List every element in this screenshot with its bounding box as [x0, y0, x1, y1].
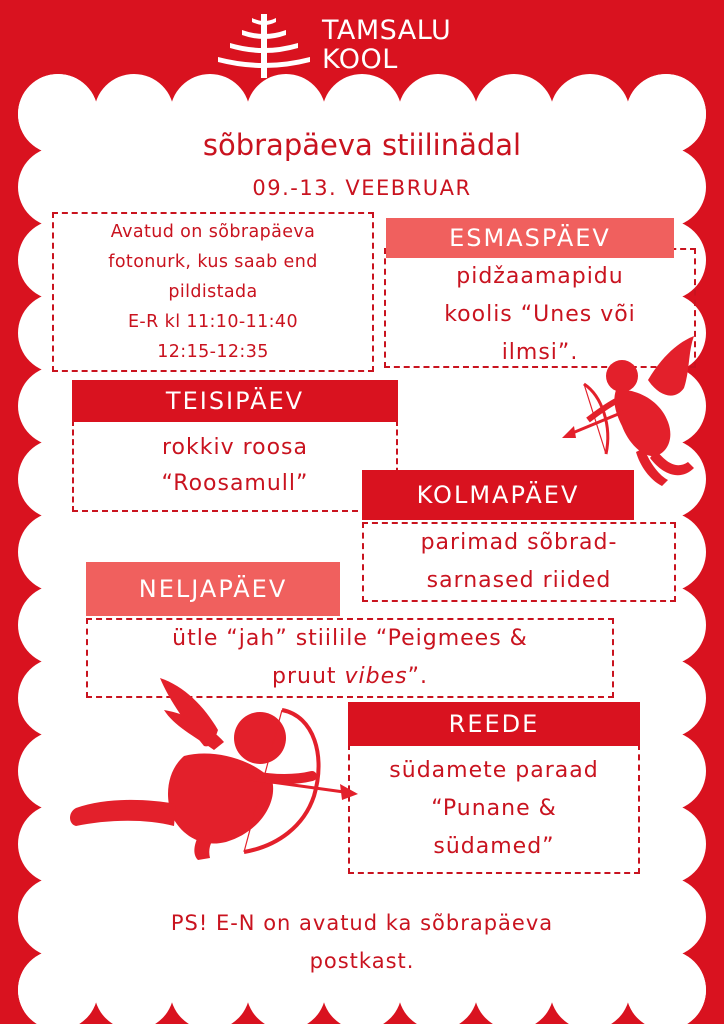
wednesday-box: [362, 522, 676, 602]
info-line: fotonurk, kus saab end: [108, 252, 318, 272]
monday-label: ESMASPÄEV: [386, 218, 674, 258]
school-name-line2: KOOL: [322, 44, 398, 75]
info-line: pildistada: [168, 282, 258, 302]
thursday-label: NELJAPÄEV: [86, 562, 340, 616]
page-title: sõbrapäeva stiilinädal: [202, 128, 522, 162]
footer-line: PS! E-N on avatud ka sõbrapäeva: [170, 911, 554, 935]
school-logo: [214, 12, 494, 82]
school-name-line1: TAMSALU: [322, 15, 452, 46]
tree-logo-icon: [214, 12, 314, 82]
thursday-line: ütle “jah” stiilile “Peigmees &: [172, 626, 528, 651]
info-line: 12:15-12:35: [157, 342, 269, 362]
monday-line: pidžaamapidu: [456, 264, 624, 289]
wednesday-line: sarnased riided: [426, 568, 612, 593]
monday-line: ilmsi”.: [501, 340, 579, 365]
tuesday-box: [72, 420, 398, 512]
footer-note: [0, 904, 724, 980]
info-line: Avatud on sõbrapäeva: [110, 222, 316, 242]
tuesday-line: rokkiv roosa: [161, 435, 309, 460]
friday-label: REEDE: [348, 702, 640, 746]
tuesday-label: TEISIPÄEV: [72, 380, 398, 422]
footer-line: postkast.: [309, 949, 415, 973]
friday-box: [348, 744, 640, 874]
photo-corner-info-box: [52, 212, 374, 372]
wednesday-line: parimad sõbrad-: [420, 530, 618, 555]
cupid-icon: [64, 676, 360, 862]
event-dates: 09.-13. VEEBRUAR: [252, 176, 472, 200]
tuesday-line: “Roosamull”: [161, 471, 309, 496]
school-name: [322, 16, 451, 74]
friday-line: “Punane &: [431, 796, 557, 821]
info-line: E-R kl 11:10-11:40: [127, 312, 299, 332]
monday-line: koolis “Unes või: [444, 302, 636, 327]
cupid-icon: [556, 330, 706, 490]
friday-line: südamed”: [433, 834, 555, 859]
thursday-tail: ”.: [407, 664, 428, 689]
wednesday-label: KOLMAPÄEV: [362, 470, 634, 520]
friday-line: südamete paraad: [389, 758, 599, 783]
thursday-italic: vibes: [344, 664, 408, 689]
thursday-text: pruut: [271, 664, 345, 689]
